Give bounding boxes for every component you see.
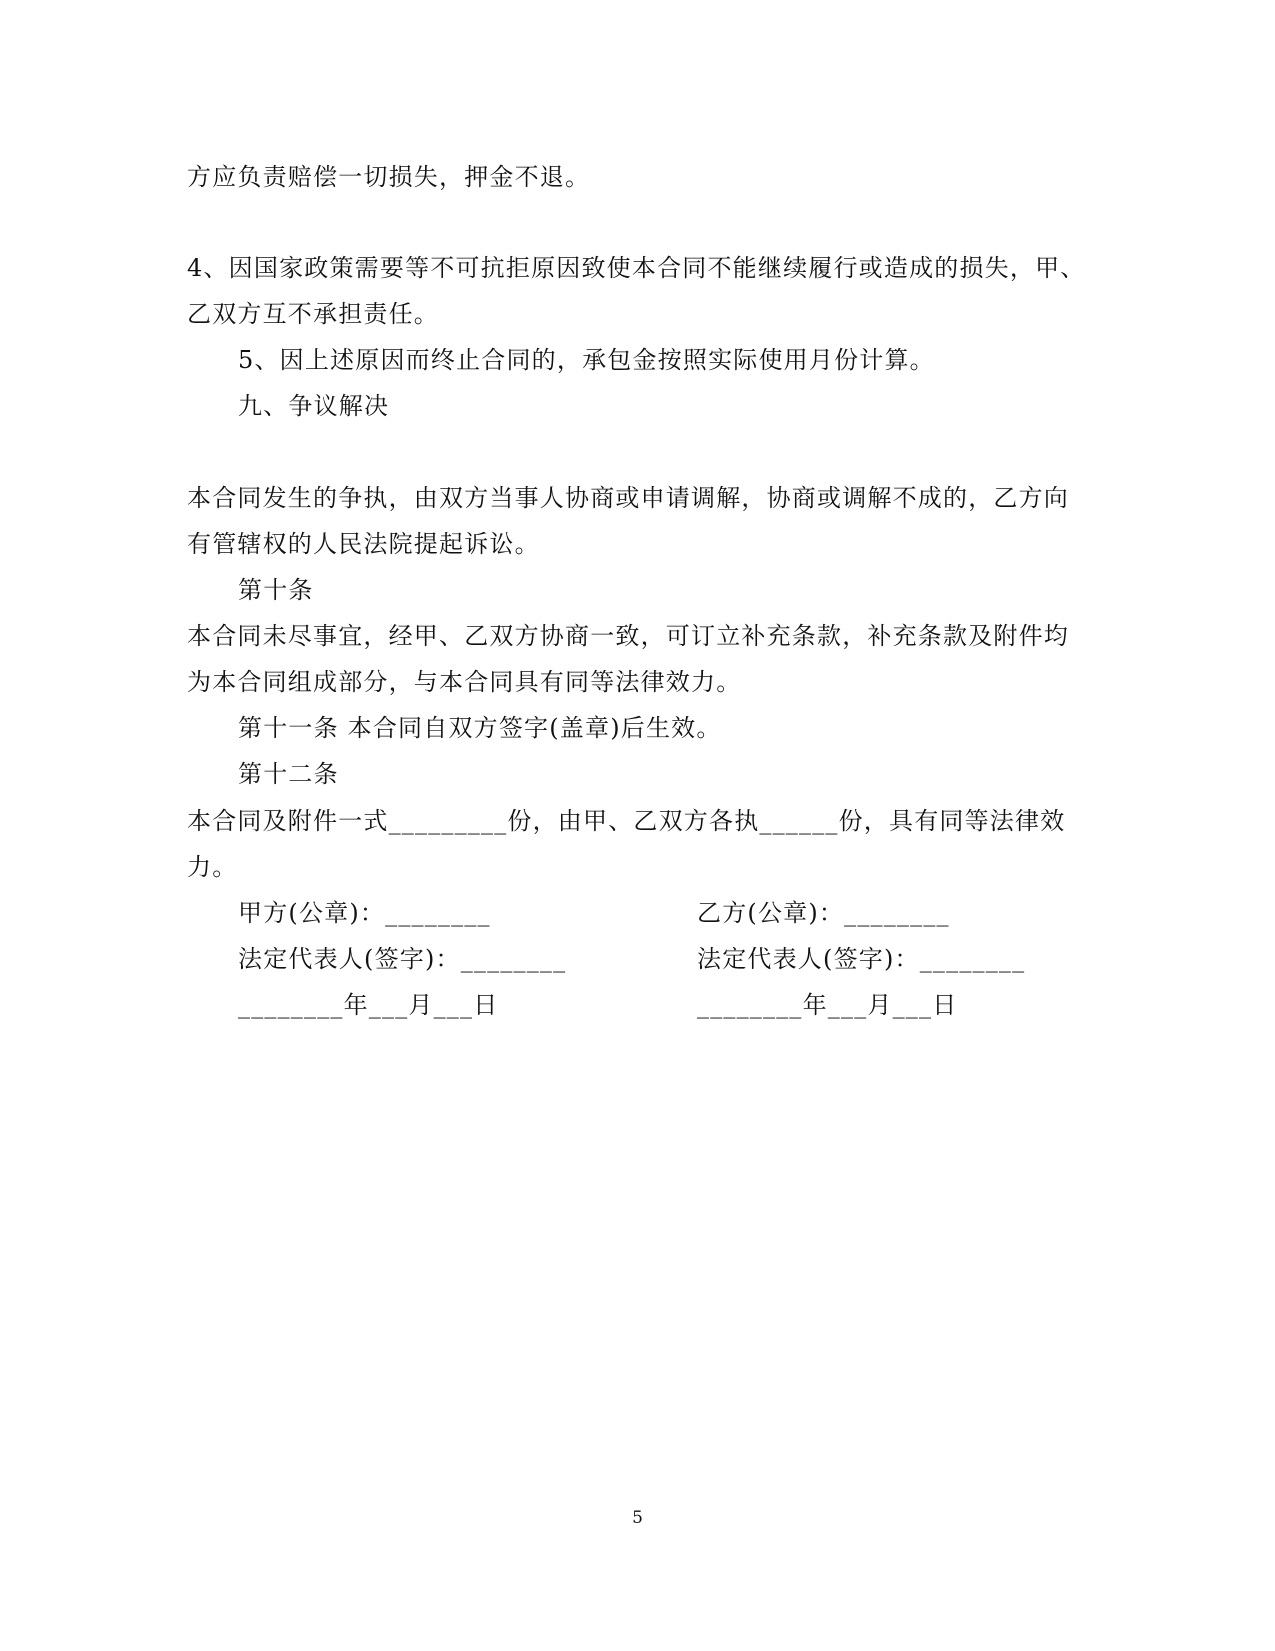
paragraph-line: 本合同及附件一式_________份，由甲、乙双方各执______份，具有同等法律效	[187, 807, 1066, 835]
party-b-date: ________年___月___日	[697, 991, 958, 1019]
paragraph-line: 5、因上述原因而终止合同的，承包金按照实际使用月份计算。	[238, 346, 935, 374]
page-number: 5	[632, 1508, 643, 1528]
paragraph-line: 本合同发生的争执，由双方当事人协商或申请调解，协商或调解不成的，乙方向	[187, 484, 1069, 512]
article-heading: 第十条	[238, 576, 314, 604]
party-a-seal: 甲方(公章)：________	[238, 899, 491, 927]
paragraph-line: 有管辖权的人民法院提起诉讼。	[187, 530, 540, 558]
paragraph-line: 力。	[187, 853, 238, 881]
party-b-seal: 乙方(公章)：________	[697, 899, 950, 927]
paragraph-line: 本合同未尽事宜，经甲、乙双方协商一致，可订立补充条款，补充条款及附件均	[187, 622, 1069, 650]
paragraph-line: 为本合同组成部分，与本合同具有同等法律效力。	[187, 668, 742, 696]
section-heading: 九、争议解决	[238, 392, 390, 420]
paragraph-line: 乙双方互不承担责任。	[187, 300, 439, 328]
party-a-date: ________年___月___日	[238, 991, 499, 1019]
party-b-representative: 法定代表人(签字)：________	[697, 945, 1026, 973]
paragraph-line: 方应负责赔偿一切损失，押金不退。	[187, 163, 591, 191]
party-a-representative: 法定代表人(签字)：________	[238, 945, 567, 973]
paragraph-line: 4、因国家政策需要等不可抗拒原因致使本合同不能继续履行或造成的损失，甲、	[187, 254, 1086, 282]
article-heading: 第十一条 本合同自双方签字(盖章)后生效。	[238, 714, 722, 742]
article-heading: 第十二条	[238, 760, 339, 788]
